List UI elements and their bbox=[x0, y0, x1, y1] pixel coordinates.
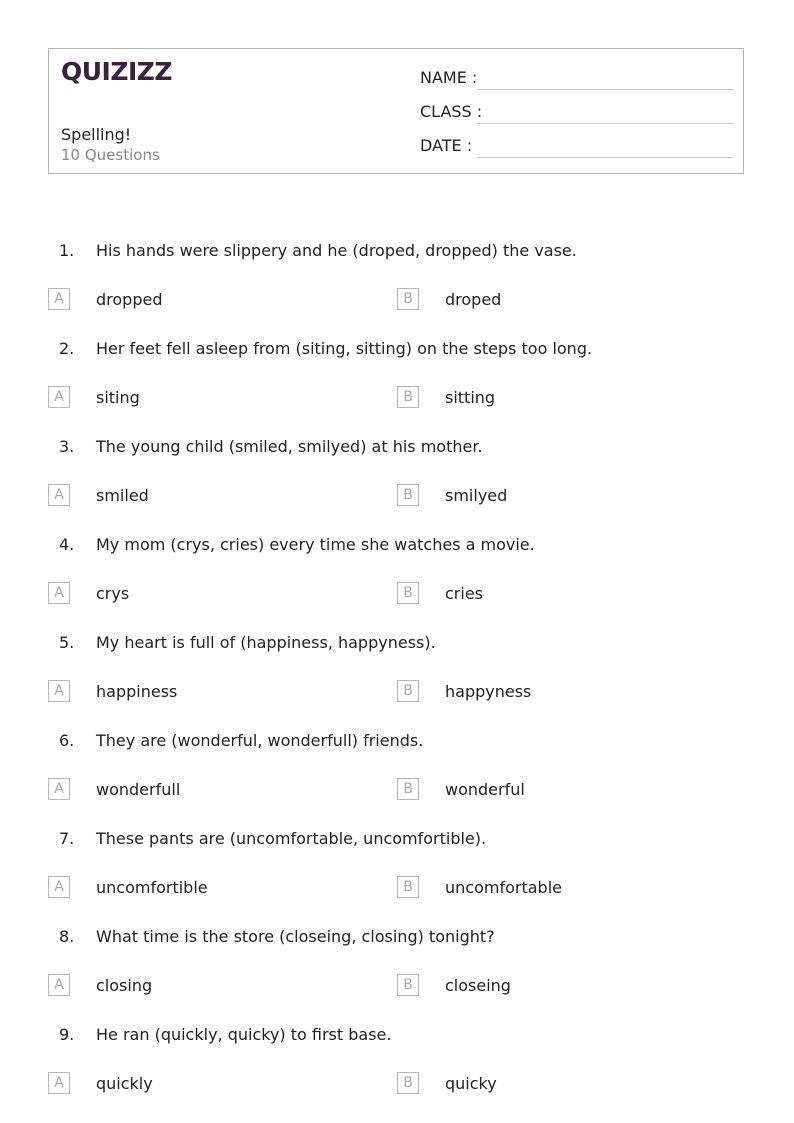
worksheet-header bbox=[48, 48, 744, 174]
option-b-text[interactable]: uncomfortable bbox=[445, 878, 562, 897]
question-number: 6. bbox=[59, 731, 75, 750]
option-a-checkbox[interactable]: A bbox=[48, 484, 70, 506]
question-number: 8. bbox=[59, 927, 75, 946]
option-b-checkbox[interactable]: B bbox=[397, 1072, 419, 1094]
option-a-text[interactable]: wonderfull bbox=[96, 780, 181, 799]
class-field[interactable] bbox=[477, 123, 733, 124]
question-text: Her feet fell asleep from (siting, sitting) on the steps too long. bbox=[96, 339, 593, 358]
quizizz-logo: QUIZIZZ bbox=[61, 57, 173, 86]
question-number: 4. bbox=[59, 535, 75, 554]
worksheet-title: Spelling! bbox=[61, 125, 132, 144]
option-b-text[interactable]: happyness bbox=[445, 682, 532, 701]
option-a-text[interactable]: siting bbox=[96, 388, 140, 407]
option-a-checkbox[interactable]: A bbox=[48, 974, 70, 996]
option-b-checkbox[interactable]: B bbox=[397, 484, 419, 506]
class-label: CLASS : bbox=[420, 102, 483, 121]
question-number: 1. bbox=[59, 241, 75, 260]
question-number: 2. bbox=[59, 339, 75, 358]
option-a-checkbox[interactable]: A bbox=[48, 876, 70, 898]
question-text: They are (wonderful, wonderfull) friends. bbox=[96, 731, 424, 750]
option-b-checkbox[interactable]: B bbox=[397, 680, 419, 702]
name-field[interactable] bbox=[477, 89, 733, 90]
option-b-text[interactable]: closeing bbox=[445, 976, 511, 995]
option-b-checkbox[interactable]: B bbox=[397, 386, 419, 408]
question-number: 3. bbox=[59, 437, 75, 456]
question-text: These pants are (uncomfortable, uncomfortible). bbox=[96, 829, 487, 848]
question-text: He ran (quickly, quicky) to first base. bbox=[96, 1025, 392, 1044]
question-count: 10 Questions bbox=[61, 146, 160, 164]
option-a-text[interactable]: closing bbox=[96, 976, 153, 995]
option-b-checkbox[interactable]: B bbox=[397, 876, 419, 898]
option-b-checkbox[interactable]: B bbox=[397, 778, 419, 800]
option-b-checkbox[interactable]: B bbox=[397, 974, 419, 996]
question-text: What time is the store (closeing, closing) tonight? bbox=[96, 927, 495, 946]
option-a-checkbox[interactable]: A bbox=[48, 288, 70, 310]
date-field[interactable] bbox=[477, 157, 733, 158]
name-label: NAME : bbox=[420, 68, 478, 87]
option-b-checkbox[interactable]: B bbox=[397, 288, 419, 310]
option-a-checkbox[interactable]: A bbox=[48, 778, 70, 800]
question-text: His hands were slippery and he (droped, dropped) the vase. bbox=[96, 241, 577, 260]
question-text: My heart is full of (happiness, happyness). bbox=[96, 633, 436, 652]
option-a-checkbox[interactable]: A bbox=[48, 582, 70, 604]
question-number: 5. bbox=[59, 633, 75, 652]
question-text: My mom (crys, cries) every time she watches a movie. bbox=[96, 535, 535, 554]
option-a-checkbox[interactable]: A bbox=[48, 386, 70, 408]
option-a-text[interactable]: quickly bbox=[96, 1074, 153, 1093]
option-b-text[interactable]: wonderful bbox=[445, 780, 525, 799]
date-label: DATE : bbox=[420, 136, 473, 155]
option-b-checkbox[interactable]: B bbox=[397, 582, 419, 604]
question-text: The young child (smiled, smilyed) at his mother. bbox=[96, 437, 483, 456]
option-a-text[interactable]: smiled bbox=[96, 486, 149, 505]
option-b-text[interactable]: quicky bbox=[445, 1074, 497, 1093]
option-a-text[interactable]: happiness bbox=[96, 682, 178, 701]
option-b-text[interactable]: smilyed bbox=[445, 486, 508, 505]
option-a-text[interactable]: crys bbox=[96, 584, 130, 603]
option-a-text[interactable]: dropped bbox=[96, 290, 163, 309]
option-a-text[interactable]: uncomfortible bbox=[96, 878, 208, 897]
option-b-text[interactable]: cries bbox=[445, 584, 483, 603]
option-a-checkbox[interactable]: A bbox=[48, 1072, 70, 1094]
question-number: 9. bbox=[59, 1025, 75, 1044]
option-a-checkbox[interactable]: A bbox=[48, 680, 70, 702]
option-b-text[interactable]: droped bbox=[445, 290, 502, 309]
option-b-text[interactable]: sitting bbox=[445, 388, 496, 407]
question-number: 7. bbox=[59, 829, 75, 848]
